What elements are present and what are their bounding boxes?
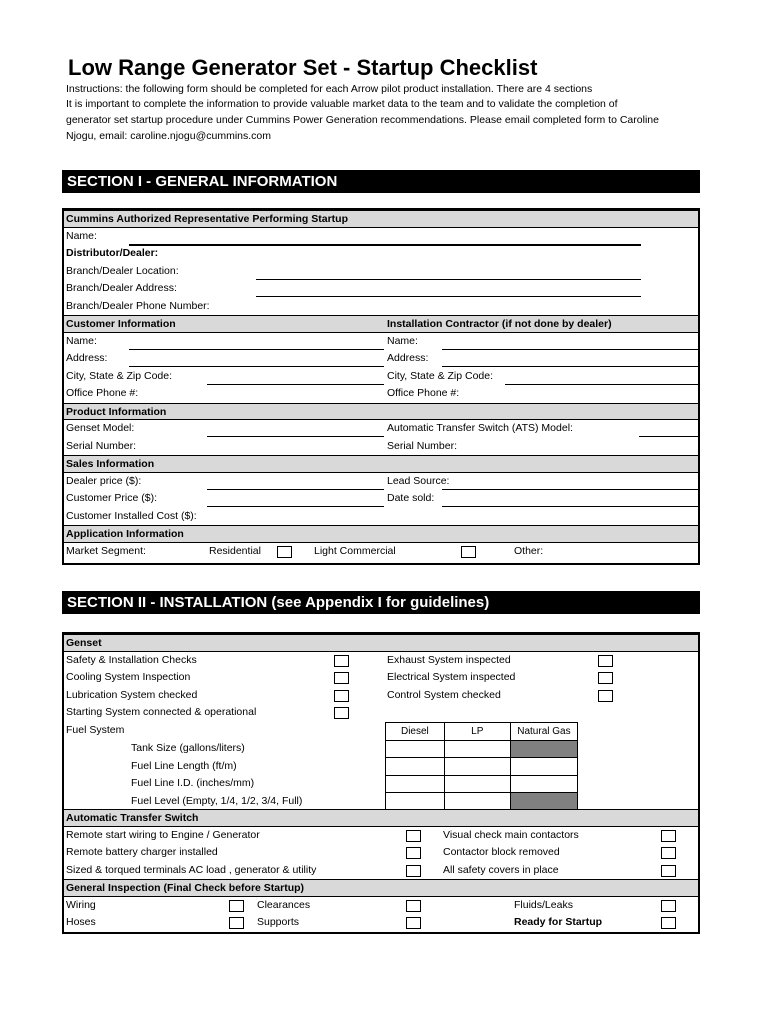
sales-header-label: Sales Information	[66, 458, 155, 470]
distributor-label: Distributor/Dealer:	[66, 247, 159, 259]
contractor-city-label: City, State & Zip Code:	[387, 369, 494, 382]
genset-row-4	[64, 704, 698, 722]
customer-price-row	[64, 490, 698, 508]
branch-location-row	[64, 263, 698, 281]
ready-label: Ready for Startup	[514, 916, 603, 928]
rep-name-row	[64, 228, 698, 246]
ats-header-label: Automatic Transfer Switch	[66, 812, 199, 824]
fuel-level-lp-cell[interactable]	[444, 793, 510, 811]
ats-header	[64, 809, 698, 827]
control-checkbox[interactable]	[598, 690, 613, 702]
ready-checkbox[interactable]	[661, 917, 676, 929]
safety-covers-checkbox[interactable]	[661, 865, 676, 877]
branch-location-label: Branch/Dealer Location:	[66, 264, 179, 277]
electrical-label: Electrical System inspected	[387, 671, 516, 683]
light-commercial-label: Light Commercial	[314, 544, 396, 557]
safety-label: Safety & Installation Checks	[66, 653, 197, 666]
safety-covers-label: All safety covers in place	[443, 863, 559, 876]
application-header	[64, 525, 698, 543]
fluids-checkbox[interactable]	[661, 900, 676, 912]
genset-header	[64, 634, 698, 652]
control-label: Control System checked	[387, 688, 501, 701]
branch-address-label: Branch/Dealer Address:	[66, 282, 177, 294]
contractor-phone-label: Office Phone #:	[387, 387, 460, 399]
wiring-checkbox[interactable]	[229, 900, 244, 912]
hoses-label: Hoses	[66, 916, 96, 928]
general-inspection-header-label: General Inspection (Final Check before Startup)	[66, 882, 305, 894]
supports-checkbox[interactable]	[406, 917, 421, 929]
inspection-row-1	[64, 897, 698, 915]
general-inspection-header	[64, 879, 698, 897]
clearances-label: Clearances	[257, 898, 311, 911]
application-header-label: Application Information	[66, 528, 184, 540]
lubrication-checkbox[interactable]	[334, 690, 349, 702]
customer-header	[64, 315, 698, 333]
ats-row-1	[64, 827, 698, 845]
visual-check-label: Visual check main contactors	[443, 828, 579, 841]
contractor-address-label: Address:	[387, 352, 429, 364]
product-header	[64, 403, 698, 421]
fuel-col-lp: LP	[444, 723, 510, 741]
exhaust-checkbox[interactable]	[598, 655, 613, 667]
installation-form	[62, 632, 700, 934]
date-sold-label: Date sold:	[387, 492, 435, 504]
ats-row-2	[64, 844, 698, 862]
clearances-checkbox[interactable]	[406, 900, 421, 912]
rep-header-label: Cummins Authorized Representative Performing Startup	[66, 213, 348, 225]
starting-checkbox[interactable]	[334, 707, 349, 719]
sales-header	[64, 455, 698, 473]
intro-line-4: Njogu, email: caroline.njogu@cummins.com	[66, 130, 271, 142]
genset-row-2	[64, 669, 698, 687]
electrical-checkbox[interactable]	[598, 672, 613, 684]
customer-name-label: Name:	[66, 334, 97, 347]
fuel-level-diesel-cell[interactable]	[386, 793, 445, 811]
general-information-form	[62, 208, 700, 565]
fuel-system-row	[64, 722, 698, 740]
fuel-line-id-natural-gas-cell[interactable]	[510, 775, 577, 793]
customer-address-row	[64, 350, 698, 368]
tank-size-lp-cell[interactable]	[444, 740, 510, 758]
branch-address-row	[64, 280, 698, 298]
fuel-level-label: Fuel Level (Empty, 1/4, 1/2, 3/4, Full)	[131, 794, 303, 807]
contactor-block-label: Contactor block removed	[443, 846, 560, 858]
customer-header-label: Customer Information	[66, 318, 176, 330]
contractor-name-label: Name:	[387, 334, 418, 347]
dealer-price-row	[64, 473, 698, 491]
residential-checkbox[interactable]	[277, 546, 292, 558]
fuel-line-id-label: Fuel Line I.D. (inches/mm)	[131, 777, 255, 789]
market-segment-label: Market Segment:	[66, 544, 146, 557]
page-title: Low Range Generator Set - Startup Checklist	[68, 55, 538, 80]
serial-row	[64, 438, 698, 456]
fuel-system-label: Fuel System	[66, 723, 125, 736]
ats-serial-label: Serial Number:	[387, 439, 458, 452]
fuel-line-id-diesel-cell[interactable]	[386, 775, 445, 793]
safety-checkbox[interactable]	[334, 655, 349, 667]
customer-city-label: City, State & Zip Code:	[66, 369, 173, 382]
supports-label: Supports	[257, 916, 300, 928]
starting-label: Starting System connected & operational	[66, 706, 257, 718]
genset-header-label: Genset	[66, 637, 102, 649]
fuel-line-id-lp-cell[interactable]	[444, 775, 510, 793]
fuel-line-length-diesel-cell[interactable]	[386, 758, 445, 776]
customer-price-label: Customer Price ($):	[66, 492, 158, 504]
battery-charger-checkbox[interactable]	[406, 847, 421, 859]
installed-cost-label: Customer Installed Cost ($):	[66, 509, 197, 522]
light-commercial-checkbox[interactable]	[461, 546, 476, 558]
tank-size-diesel-cell[interactable]	[386, 740, 445, 758]
market-segment-row	[64, 543, 698, 561]
branch-phone-label: Branch/Dealer Phone Number:	[66, 299, 210, 312]
fuel-line-length-lp-cell[interactable]	[444, 758, 510, 776]
contractor-header-label: Installation Contractor (if not done by dealer)	[387, 318, 612, 330]
contactor-block-checkbox[interactable]	[661, 847, 676, 859]
installed-cost-row	[64, 508, 698, 526]
customer-phone-label: Office Phone #:	[66, 387, 139, 399]
other-label: Other:	[514, 544, 544, 557]
inspection-row-2	[64, 914, 698, 932]
remote-start-checkbox[interactable]	[406, 830, 421, 842]
hoses-checkbox[interactable]	[229, 917, 244, 929]
visual-check-checkbox[interactable]	[661, 830, 676, 842]
tank-size-label: Tank Size (gallons/liters)	[131, 742, 245, 754]
rep-header	[64, 210, 698, 228]
genset-model-label: Genset Model:	[66, 422, 135, 434]
sized-torqued-label: Sized & torqued terminals AC load , generator & utility	[66, 863, 317, 876]
exhaust-label: Exhaust System inspected	[387, 653, 511, 666]
product-header-label: Product Information	[66, 405, 167, 418]
customer-address-label: Address:	[66, 352, 108, 364]
tank-size-natural-gas-cell	[510, 740, 577, 758]
fuel-line-length-natural-gas-cell[interactable]	[510, 758, 577, 776]
rep-name-label: Name:	[66, 229, 97, 242]
fuel-col-diesel: Diesel	[386, 723, 445, 741]
dealer-price-label: Dealer price ($):	[66, 474, 142, 487]
intro-line-1: Instructions: the following form should be completed for each Arrow pilot product installation. There are 4 sections	[66, 83, 593, 95]
section-1-title: SECTION I - GENERAL INFORMATION	[62, 170, 700, 193]
intro-line-2: It is important to complete the information to provide valuable market data to the team and to validate the completion of	[66, 98, 618, 110]
cooling-label: Cooling System Inspection	[66, 671, 191, 683]
remote-start-label: Remote start wiring to Engine / Generator	[66, 828, 260, 841]
battery-charger-label: Remote battery charger installed	[66, 846, 218, 858]
section-2-title: SECTION II - INSTALLATION (see Appendix I for guidelines)	[62, 591, 700, 614]
branch-phone-row	[64, 298, 698, 316]
customer-phone-row	[64, 385, 698, 403]
genset-serial-label: Serial Number:	[66, 439, 137, 452]
wiring-label: Wiring	[66, 898, 96, 911]
ats-row-3	[64, 862, 698, 880]
fluids-label: Fluids/Leaks	[514, 898, 573, 911]
fuel-table	[385, 722, 578, 811]
genset-model-row	[64, 420, 698, 438]
fuel-line-length-label: Fuel Line Length (ft/m)	[131, 759, 237, 772]
cooling-checkbox[interactable]	[334, 672, 349, 684]
lead-source-label: Lead Source:	[387, 474, 450, 487]
genset-row-3	[64, 687, 698, 705]
sized-torqued-checkbox[interactable]	[406, 865, 421, 877]
customer-city-row	[64, 368, 698, 386]
ats-model-label: Automatic Transfer Switch (ATS) Model:	[387, 422, 573, 434]
lubrication-label: Lubrication System checked	[66, 688, 198, 701]
intro-line-3: generator set startup procedure under Cummins Power Generation recommendations. Please email completed form to Caroline	[66, 114, 659, 126]
residential-label: Residential	[209, 544, 261, 557]
fuel-level-natural-gas-cell	[510, 793, 577, 811]
fuel-col-natural-gas: Natural Gas	[510, 723, 577, 741]
customer-name-row	[64, 333, 698, 351]
distributor-row	[64, 245, 698, 263]
genset-row-1	[64, 652, 698, 670]
